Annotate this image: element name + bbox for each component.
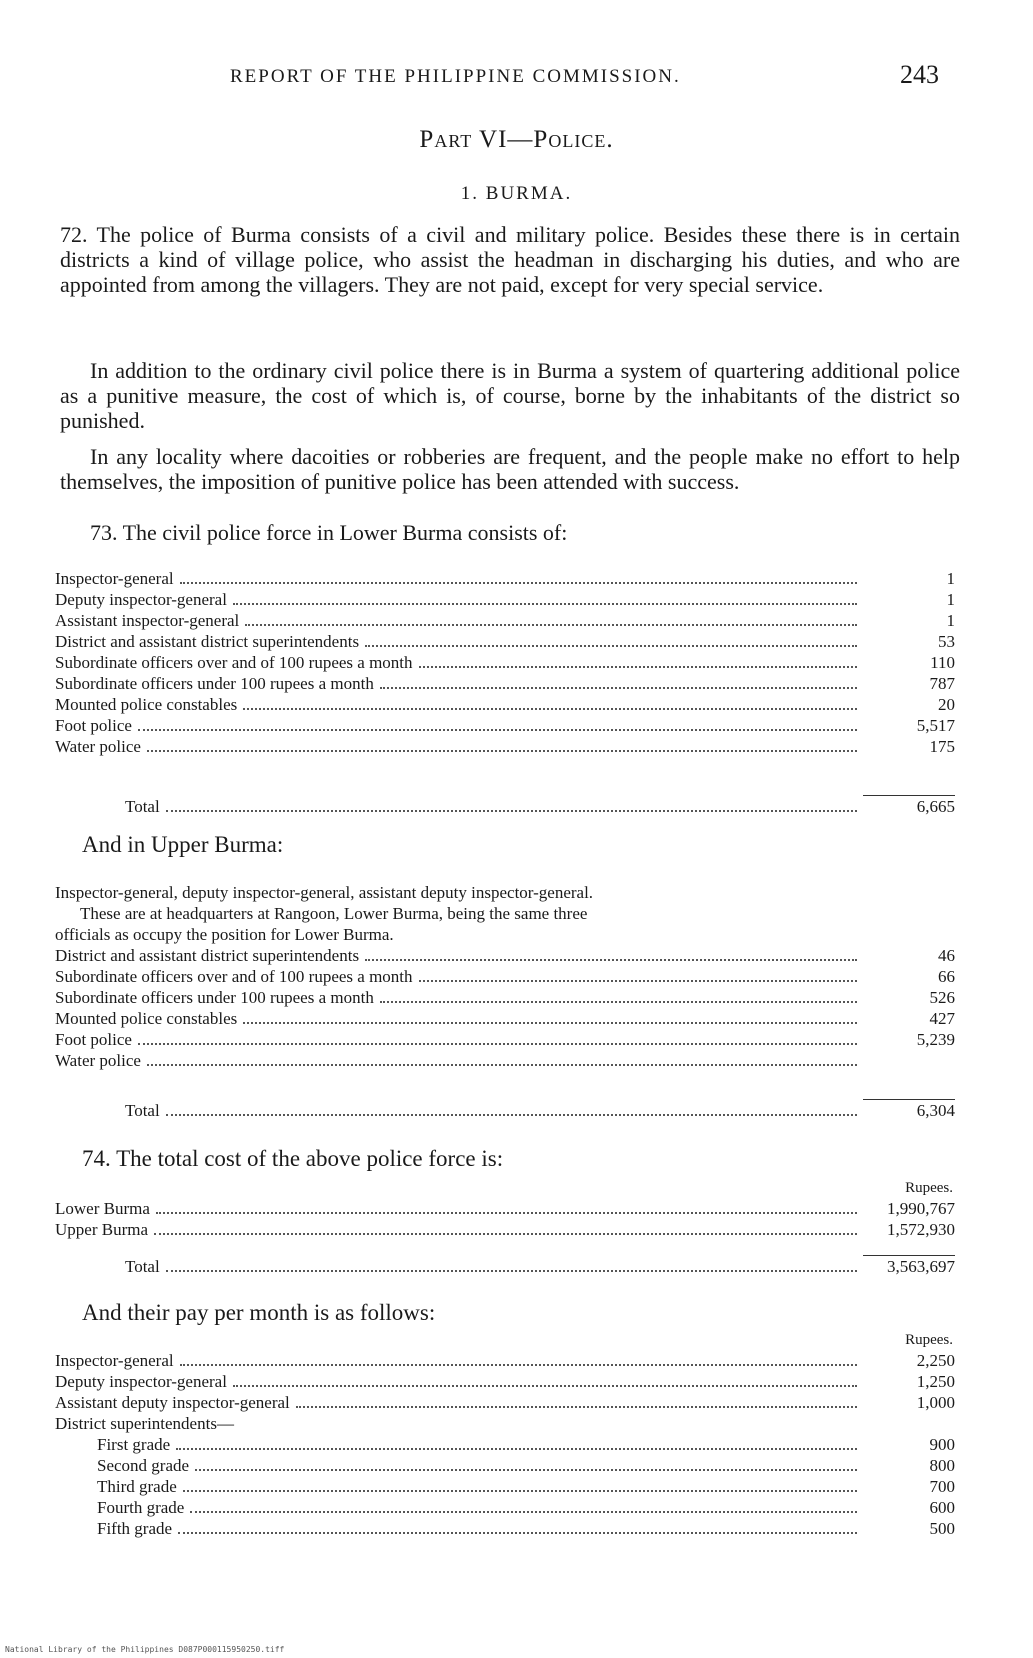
table-row [55,987,955,1008]
leader-dots [138,1043,857,1045]
table-row [55,631,955,652]
leader-dots [243,708,857,710]
row-value: 1 [946,569,955,588]
leader-dots [243,1022,857,1024]
leader-dots [154,1233,857,1235]
cost-table [55,1178,955,1240]
table-row [55,945,955,966]
leader-dots [233,1385,857,1387]
group-label: District superintendents— [55,1414,234,1433]
row-label: Deputy inspector-general [55,590,227,609]
row-value: 427 [929,1009,955,1028]
scan-footer: National Library of the Philippines D087P000115950250.tiff [5,1645,285,1654]
row-label: Mounted police constables [55,1009,238,1028]
row-label: Second grade [97,1456,190,1475]
leader-dots [380,1001,857,1003]
leader-dots [178,1532,857,1534]
row-label: Lower Burma [55,1199,150,1218]
row-label: Subordinate officers over and of 100 rupees a month [55,653,413,672]
table-row [55,568,955,589]
row-value: 5,239 [916,1030,955,1049]
row-value: 1,990,767 [887,1199,955,1218]
row-value: 53 [938,632,955,651]
table-row [55,715,955,736]
table-row [55,1050,955,1071]
row-value: 1,250 [916,1372,955,1391]
row-value: 110 [930,653,955,672]
row-value: 600 [929,1498,955,1517]
leader-dots [419,980,857,982]
leader-dots [147,1064,857,1066]
paragraph-73: 73. The civil police force in Lower Burma consists of: [90,520,568,545]
leader-dots [180,1364,857,1366]
page-number: 243 [900,60,939,89]
table-row [55,736,955,757]
leader-dots [147,750,857,752]
paragraph-punitive-police: In addition to the ordinary civil police there is in Burma a system of quartering additional police as a punitive measure, the cost of which is, of course, borne by the inhabitants of the district so punished. [60,358,960,433]
row-label: Deputy inspector-general [55,1372,227,1391]
paragraph-dacoities: In any locality where dacoities or robberies are frequent, and the people make no effort to help themselves, the imposition of punitive police has been attended with success. [60,444,960,494]
leader-dots [180,582,857,584]
row-label: Inspector-general [55,569,174,588]
row-label: Foot police [55,716,132,735]
table-row [55,1434,955,1455]
cost-lead: 74. The total cost of the above police force is: [82,1146,504,1171]
section-title: 1. BURMA. [460,183,573,204]
row-value: 2,250 [916,1351,955,1370]
table-row [55,1497,955,1518]
leader-dots [296,1406,857,1408]
row-label: District and assistant district superintendents [55,632,360,651]
table-row [55,589,955,610]
upper-burma-total [55,1099,955,1120]
upper-burma-table [55,882,955,1071]
cost-total [55,1255,955,1276]
total-label: Total [125,1101,160,1120]
table-row [55,1350,955,1371]
leader-dots [365,959,857,961]
lower-burma-total [55,795,955,816]
upper-burma-intro-line: These are at headquarters at Rangoon, Lower Burma, being the same three [80,904,588,923]
table-row [55,610,955,631]
unit-heading: Rupees. [905,1332,953,1348]
leader-dots [166,810,857,812]
table-row [55,652,955,673]
pay-table [55,1330,955,1539]
table-row [55,694,955,715]
row-label: Assistant inspector-general [55,611,240,630]
upper-burma-lead: And in Upper Burma: [82,832,284,857]
table-row [55,1518,955,1539]
row-label: Water police [55,737,141,756]
row-label: Water police [55,1051,141,1070]
row-label: Third grade [97,1477,177,1496]
row-label: Subordinate officers over and of 100 rupees a month [55,967,413,986]
table-row [55,1219,955,1240]
row-label: Fourth grade [97,1498,185,1517]
row-value: 175 [929,737,955,756]
total-row [55,795,955,816]
total-value: 6,665 [863,795,955,817]
row-label: Mounted police constables [55,695,238,714]
row-value: 1 [946,590,955,609]
leader-dots [245,624,857,626]
leader-dots [380,687,857,689]
row-label: First grade [97,1435,171,1454]
upper-burma-intro-line: Inspector-general, deputy inspector-general, assistant deputy inspector-general. [55,883,594,902]
leader-dots [156,1212,857,1214]
row-value: 66 [938,967,955,986]
lower-burma-table [55,568,955,757]
pay-lead: And their pay per month is as follows: [82,1300,436,1325]
table-row [55,966,955,987]
table-row [55,1008,955,1029]
row-label: Foot police [55,1030,132,1049]
leader-dots [176,1448,857,1450]
leader-dots [166,1270,857,1272]
unit-heading: Rupees. [905,1180,953,1196]
table-row [55,1392,955,1413]
row-value: 1,572,930 [887,1220,955,1239]
row-label: Subordinate officers under 100 rupees a month [55,674,374,693]
leader-dots [195,1469,857,1471]
row-label: Subordinate officers under 100 rupees a month [55,988,374,1007]
row-label: Fifth grade [97,1519,173,1538]
total-label: Total [125,1257,160,1276]
table-row [55,1371,955,1392]
row-value: 787 [929,674,955,693]
row-label: District and assistant district superintendents [55,946,360,965]
table-row [55,673,955,694]
row-value: 20 [938,695,955,714]
leader-dots [190,1511,857,1513]
row-value: 5,517 [916,716,955,735]
running-head: REPORT OF THE PHILIPPINE COMMISSION. [230,66,681,87]
leader-dots [183,1490,857,1492]
leader-dots [233,603,857,605]
table-row [55,1198,955,1219]
total-label: Total [125,797,160,816]
total-row [55,1255,955,1276]
leader-dots [419,666,857,668]
row-label: Inspector-general [55,1351,174,1370]
table-row [55,1476,955,1497]
table-row [55,1455,955,1476]
leader-dots [365,645,857,647]
row-label: Upper Burma [55,1220,149,1239]
row-value: 1,000 [916,1393,955,1412]
part-title: Part VI—Police. [419,126,614,153]
total-value: 6,304 [863,1099,955,1121]
row-value: 526 [929,988,955,1007]
total-value: 3,563,697 [863,1255,955,1277]
leader-dots [138,729,857,731]
paragraph-72: 72. The police of Burma consists of a civil and military police. Besides these there is in certain districts a kind of village police, who assist the headman in discharging his duties, and who are appointed from among the villagers. They are not paid, except for very special service. [60,222,960,297]
upper-burma-intro-line: officials as occupy the position for Lower Burma. [55,925,394,944]
row-label: Assistant deputy inspector-general [55,1393,290,1412]
row-value: 900 [929,1435,955,1454]
row-value: 800 [929,1456,955,1475]
row-value: 1 [946,611,955,630]
row-value: 500 [929,1519,955,1538]
total-row [55,1099,955,1120]
leader-dots [166,1114,857,1116]
row-value: 46 [938,946,955,965]
row-value: 700 [929,1477,955,1496]
table-row [55,1029,955,1050]
